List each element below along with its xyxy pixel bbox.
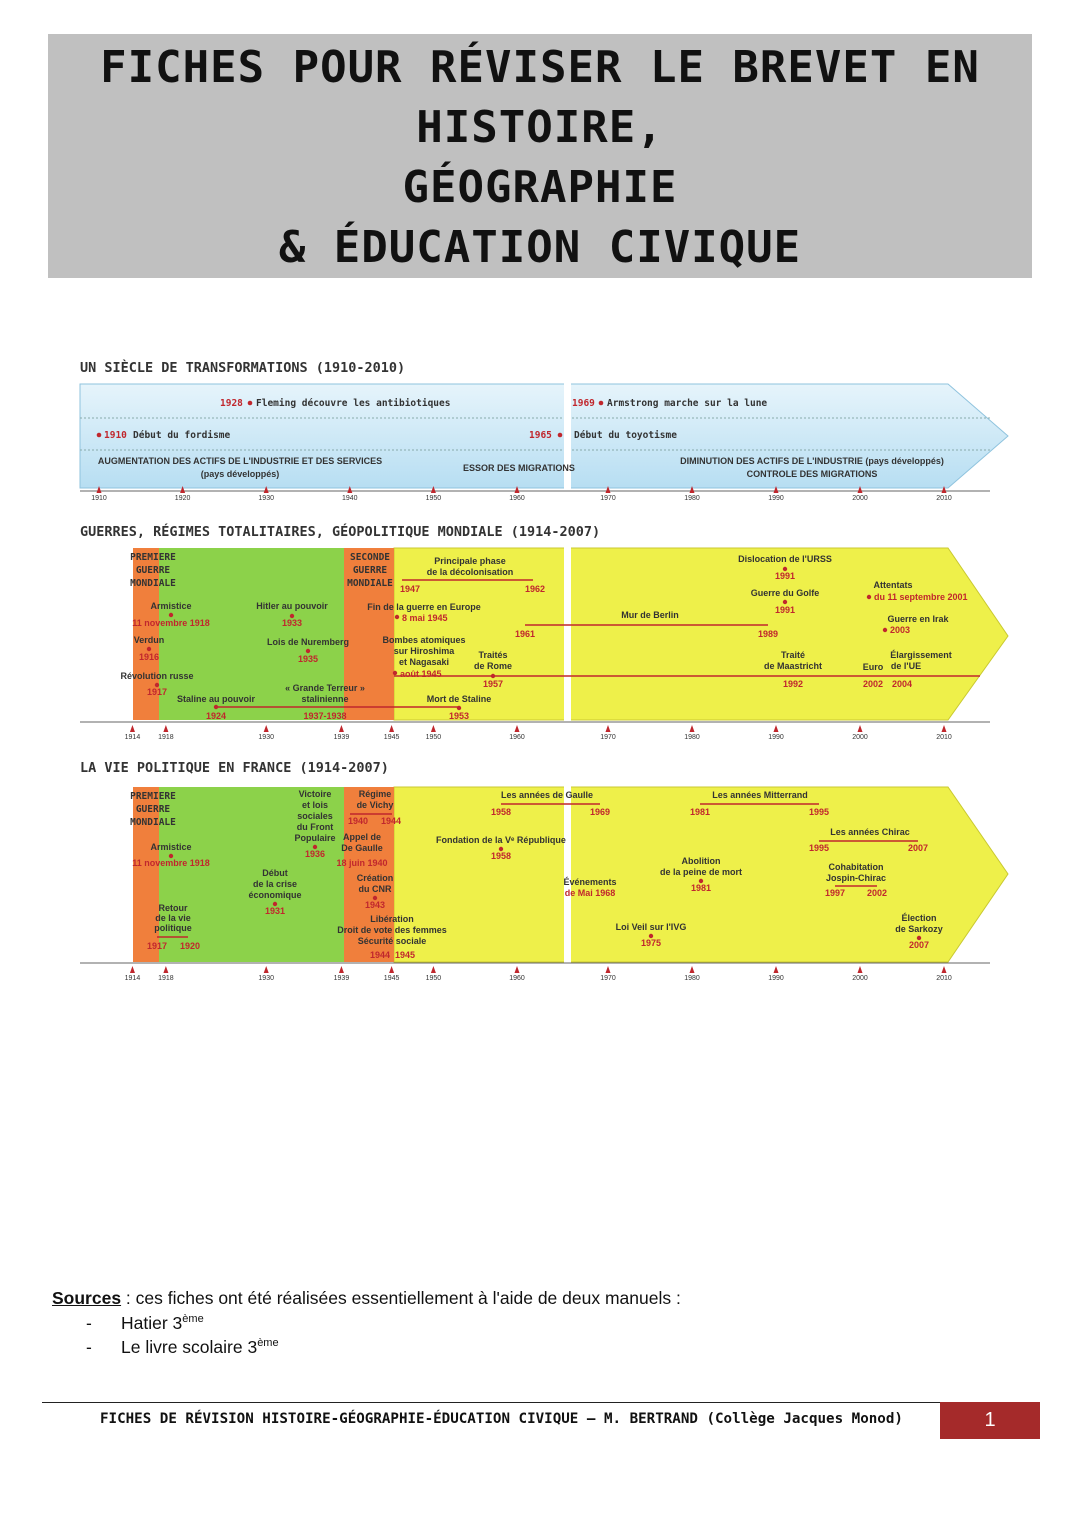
axis-tick-marker — [130, 966, 135, 973]
ev-verdun-date: 1916 — [138, 652, 160, 662]
ev3-cohabitation-start: 1997 — [824, 888, 846, 898]
ev-irak-date: 2003 — [890, 625, 911, 635]
ev3-vichy-end: 1944 — [380, 816, 402, 826]
axis-tick-marker — [431, 725, 436, 732]
ev-1910: Début du fordisme — [133, 430, 231, 441]
title-banner — [48, 34, 1032, 278]
ev-revolution: Révolution russe — [120, 671, 194, 681]
axis-tick-marker — [163, 725, 168, 732]
ev3-retour-end: 1920 — [179, 941, 201, 951]
axis-tick-label: 1945 — [383, 734, 400, 741]
wwi-label-3: MONDIALE — [130, 578, 176, 589]
ev3-mitterrand: Les années Mitterrand — [712, 790, 808, 800]
axis-tick-label: 1950 — [425, 734, 442, 741]
ev-essor: ESSOR DES MIGRATIONS — [463, 463, 575, 473]
ev3-vrep: Fondation de la Vᵉ République — [436, 835, 566, 845]
wwi-label-2b: GUERRE — [135, 804, 171, 815]
ev3-cnr-date: 1943 — [364, 900, 386, 910]
timeline1-title: UN SIÈCLE DE TRANSFORMATIONS (1910-2010) — [80, 360, 406, 376]
timelines-figure — [0, 340, 1080, 1000]
ev3-sarkozy: Élection — [901, 913, 937, 923]
ev-rome-2: de Rome — [473, 661, 513, 671]
ev-1969: Armstrong marche sur la lune — [607, 398, 768, 409]
axis-tick-marker — [389, 725, 394, 732]
wwi-label-2: GUERRE — [135, 565, 171, 576]
ev-1965-year: 1965 — [529, 430, 552, 441]
footer-text: FICHES DE RÉVISION HISTOIRE-GÉOGRAPHIE-ÉDUCATION CIVIQUE – M. BERTRAND (Collège Jacques Monod) — [100, 1411, 903, 1427]
ev3-appel-2: De Gaulle — [341, 843, 383, 853]
ev-mur: Mur de Berlin — [621, 610, 679, 620]
ev3-liberation-2: Droit de vote des femmes — [337, 925, 447, 935]
axis-tick-marker — [339, 966, 344, 973]
axis-tick-marker — [515, 966, 520, 973]
timeline2-title: GUERRES, RÉGIMES TOTALITAIRES, GÉOPOLITIQUE MONDIALE (1914-2007) — [80, 524, 601, 540]
timeline2-axis — [125, 725, 952, 741]
axis-tick-marker — [163, 966, 168, 973]
axis-tick-label: 1970 — [600, 495, 616, 502]
axis-tick-label: 1940 — [342, 495, 358, 502]
ev3-retour-3: politique — [154, 923, 192, 933]
ev3-peine-2: de la peine de mort — [659, 867, 743, 877]
ev3-peine-date: 1981 — [690, 883, 712, 893]
ev-golfe: Guerre du Golfe — [750, 588, 820, 598]
ev3-cohabitation-end: 2002 — [866, 888, 888, 898]
axis-tick-label: 1950 — [425, 495, 442, 502]
ev-attentats: Attentats — [873, 580, 913, 590]
ev3-veil-date: 1975 — [640, 938, 662, 948]
ev-elargissement-date: 2004 — [891, 679, 913, 689]
axis-tick-marker — [339, 725, 344, 732]
ev-euro: Euro — [862, 662, 884, 672]
sources-label: Sources — [52, 1288, 122, 1308]
page-number: 1 — [940, 1402, 1040, 1439]
ev-terreur-date: 1937-1938 — [303, 711, 347, 721]
ev-mur-start: 1961 — [514, 629, 536, 639]
axis-tick-marker — [264, 725, 269, 732]
ev3-fp-2: et lois — [301, 800, 329, 810]
axis-tick-label: 1918 — [158, 734, 174, 741]
ev3-chirac-end: 2007 — [907, 843, 929, 853]
axis-tick-marker — [389, 966, 394, 973]
title-line-3: GÉOGRAPHIE — [402, 162, 678, 213]
ev-controle: CONTROLE DES MIGRATIONS — [746, 469, 878, 479]
ev3-fp-4: du Front — [296, 822, 334, 832]
ev3-veil: Loi Veil sur l'IVG — [615, 922, 687, 932]
title-line-2: HISTOIRE, — [416, 102, 664, 153]
axis-tick-label: 2010 — [936, 495, 952, 502]
ev-decolonisation-2: de la décolonisation — [426, 567, 514, 577]
ev3-chirac: Les années Chirac — [830, 827, 910, 837]
wwi-label-1: PREMIERE — [130, 552, 176, 563]
axis-tick-label: 1914 — [124, 734, 141, 741]
ev3-cnr-2: du CNR — [358, 884, 392, 894]
axis-tick-label: 1945 — [383, 975, 400, 982]
axis-tick-marker — [690, 725, 695, 732]
axis-tick-label: 1950 — [425, 975, 442, 982]
ev-terreur: « Grande Terreur » — [285, 683, 365, 693]
ev-staline-date: 1924 — [205, 711, 227, 721]
wwii-label-3: MONDIALE — [347, 578, 393, 589]
ev3-appel: Appel de — [342, 832, 382, 842]
axis-tick-marker — [130, 725, 135, 732]
ev3-fp-1: Victoire — [298, 789, 332, 799]
footer-rule — [42, 1402, 940, 1403]
ev3-mai68-2: de Mai 1968 — [564, 888, 616, 898]
ev3-appel-date: 18 juin 1940 — [336, 858, 388, 868]
ev-urss-date: 1991 — [774, 571, 796, 581]
ev-elargissement-2: de l'UE — [890, 661, 922, 671]
ev3-retour: Retour — [158, 903, 188, 913]
ev-bombes-2: sur Hiroshima — [393, 646, 455, 656]
ev-mur-end: 1989 — [757, 629, 779, 639]
axis-tick-label: 1970 — [600, 734, 616, 741]
timeline3-axis — [125, 966, 952, 982]
ev-mort-staline: Mort de Staline — [426, 694, 492, 704]
ev-bombes: Bombes atomiques — [382, 635, 466, 645]
ev-hitler: Hitler au pouvoir — [256, 601, 328, 611]
wwi-label-1b: PREMIERE — [130, 791, 176, 802]
ev-fin-guerre: Fin de la guerre en Europe — [367, 602, 481, 612]
sources-text: : ces fiches ont été réalisées essentiellement à l'aide de deux manuels : — [121, 1288, 681, 1308]
ev3-liberation-end: 1945 — [394, 950, 416, 960]
ev3-vichy: Régime — [358, 789, 392, 799]
axis-tick-marker — [858, 725, 863, 732]
ev3-armistice: Armistice — [150, 842, 192, 852]
ev-rome: Traités — [478, 650, 508, 660]
source-item: - Le livre scolaire 3ème — [86, 1337, 279, 1357]
axis-tick-marker — [264, 966, 269, 973]
ev3-armistice-date: 11 novembre 1918 — [132, 858, 210, 868]
axis-tick-marker — [942, 725, 947, 732]
ev-rome-date: 1957 — [482, 679, 504, 689]
ev3-crise-date: 1931 — [264, 906, 286, 916]
ev-nuremberg: Lois de Nuremberg — [266, 637, 350, 647]
axis-tick-label: 2010 — [936, 975, 952, 982]
ev3-retour-start: 1917 — [146, 941, 168, 951]
axis-tick-marker — [515, 725, 520, 732]
ev3-degaulle-end: 1969 — [589, 807, 611, 817]
ev3-cohabitation: Cohabitation — [828, 862, 884, 872]
axis-tick-marker — [606, 725, 611, 732]
axis-tick-marker — [690, 966, 695, 973]
ev-maastricht: Traité — [780, 650, 806, 660]
axis-tick-marker — [774, 725, 779, 732]
axis-tick-label: 1980 — [684, 495, 700, 502]
ev-augmentation: AUGMENTATION DES ACTIFS DE L'INDUSTRIE ET DES SERVICES — [97, 456, 383, 466]
axis-tick-marker — [606, 966, 611, 973]
ev3-peine: Abolition — [681, 856, 721, 866]
axis-tick-label: 2000 — [852, 495, 868, 502]
axis-tick-label: 1970 — [600, 975, 616, 982]
ev3-crise: Début — [262, 868, 288, 878]
sources-line — [52, 1288, 681, 1309]
source-item: - Hatier 3ème — [86, 1313, 204, 1333]
ev3-chirac-start: 1995 — [808, 843, 830, 853]
axis-tick-label: 1960 — [509, 975, 525, 982]
timeline1-gap — [564, 380, 571, 492]
axis-tick-label: 1939 — [333, 734, 350, 741]
ev-revolution-date: 1917 — [146, 687, 168, 697]
axis-tick-label: 1910 — [91, 495, 107, 502]
ev3-fp-3: sociales — [297, 811, 333, 821]
title-line-4: & ÉDUCATION CIVIQUE — [278, 222, 802, 273]
axis-tick-label: 1990 — [768, 734, 784, 741]
ev3-liberation: Libération — [370, 914, 414, 924]
ev3-retour-2: de la vie — [155, 913, 191, 923]
axis-tick-label: 2000 — [852, 734, 868, 741]
ev-1910-year: 1910 — [104, 430, 127, 441]
ev3-cohabitation-2: Jospin-Chirac — [825, 873, 887, 883]
ev3-mitterrand-end: 1995 — [808, 807, 830, 817]
title-line-1: FICHES POUR RÉVISER LE BREVET EN — [100, 42, 980, 93]
wwii-label-2: GUERRE — [352, 565, 388, 576]
ev-augmentation-sub: (pays développés) — [200, 469, 280, 479]
axis-tick-marker — [942, 966, 947, 973]
ev3-liberation-start: 1944 — [369, 950, 391, 960]
ev-1928-year: 1928 — [220, 398, 243, 409]
axis-tick-label: 1939 — [333, 975, 350, 982]
ev3-fp-5: Populaire — [294, 833, 336, 843]
axis-tick-label: 1918 — [158, 975, 174, 982]
ev3-crise-3: économique — [248, 890, 302, 900]
ev-1965: Début du toyotisme — [574, 430, 677, 441]
ev-armistice-date: 11 novembre 1918 — [132, 618, 210, 628]
axis-tick-marker — [431, 966, 436, 973]
axis-tick-label: 1930 — [258, 975, 274, 982]
ev3-mitterrand-start: 1981 — [689, 807, 711, 817]
ev-hitler-date: 1933 — [281, 618, 303, 628]
source-item-text: Le livre scolaire 3 — [121, 1337, 258, 1357]
ev-golfe-date: 1991 — [774, 605, 796, 615]
ev-staline: Staline au pouvoir — [176, 694, 256, 704]
ev-terreur-2: stalinienne — [301, 694, 349, 704]
axis-tick-label: 1980 — [684, 975, 700, 982]
ev-irak: Guerre en Irak — [887, 614, 949, 624]
ev-euro-date: 2002 — [862, 679, 884, 689]
axis-tick-label: 1930 — [258, 734, 274, 741]
axis-tick-marker — [774, 966, 779, 973]
axis-tick-label: 1980 — [684, 734, 700, 741]
ev-maastricht-date: 1992 — [782, 679, 804, 689]
ev3-cnr: Création — [356, 873, 394, 883]
ev-bombes-3: et Nagasaki — [398, 657, 450, 667]
axis-tick-label: 1914 — [124, 975, 141, 982]
ev3-crise-2: de la crise — [252, 879, 298, 889]
axis-tick-label: 1960 — [509, 734, 525, 741]
ev3-degaulle: Les années de Gaulle — [500, 790, 594, 800]
ev3-sarkozy-2: de Sarkozy — [895, 924, 943, 934]
ev-1928: Fleming découvre les antibiotiques — [256, 398, 451, 409]
axis-tick-label: 1990 — [768, 975, 784, 982]
ev-nuremberg-date: 1935 — [297, 654, 319, 664]
ev-bombes-date: août 1945 — [400, 669, 442, 679]
axis-tick-label: 1930 — [258, 495, 274, 502]
wwi-label-3b: MONDIALE — [130, 817, 176, 828]
ev3-vrep-date: 1958 — [490, 851, 512, 861]
timeline3-title: LA VIE POLITIQUE EN FRANCE (1914-2007) — [80, 760, 389, 776]
ev3-vichy-2: de Vichy — [356, 800, 394, 810]
axis-tick-label: 2010 — [936, 734, 952, 741]
ev-decolonisation-end: 1962 — [524, 584, 546, 594]
ev3-mai68: Événements — [563, 877, 617, 887]
ev-decolonisation-start: 1947 — [399, 584, 421, 594]
ev3-sarkozy-date: 2007 — [908, 940, 930, 950]
ev-mort-staline-date: 1953 — [448, 711, 470, 721]
ev-1969-year: 1969 — [572, 398, 595, 409]
axis-tick-label: 1920 — [174, 495, 191, 502]
ev3-degaulle-start: 1958 — [490, 807, 512, 817]
axis-tick-label: 2000 — [852, 975, 868, 982]
ev-armistice: Armistice — [150, 601, 192, 611]
ev3-vichy-start: 1940 — [347, 816, 369, 826]
source-item-text: Hatier 3 — [121, 1313, 183, 1333]
ev-decolonisation: Principale phase — [434, 556, 506, 566]
axis-tick-marker — [858, 966, 863, 973]
ev-diminution: DIMINUTION DES ACTIFS DE L'INDUSTRIE (pays développés) — [680, 456, 944, 466]
wwii-label-1: SECONDE — [349, 552, 391, 563]
axis-tick-label: 1990 — [768, 495, 784, 502]
ev-maastricht-2: de Maastricht — [763, 661, 823, 671]
ev-fin-guerre-date: 8 mai 1945 — [402, 613, 448, 623]
ev-elargissement: Élargissement — [890, 650, 952, 660]
axis-tick-label: 1960 — [509, 495, 525, 502]
ev3-fp-date: 1936 — [304, 849, 326, 859]
ev-attentats-2: du 11 septembre 2001 — [874, 592, 968, 602]
ev3-liberation-3: Sécurité sociale — [357, 936, 427, 946]
ev-urss: Dislocation de l'URSS — [738, 554, 832, 564]
ev-verdun: Verdun — [133, 635, 165, 645]
